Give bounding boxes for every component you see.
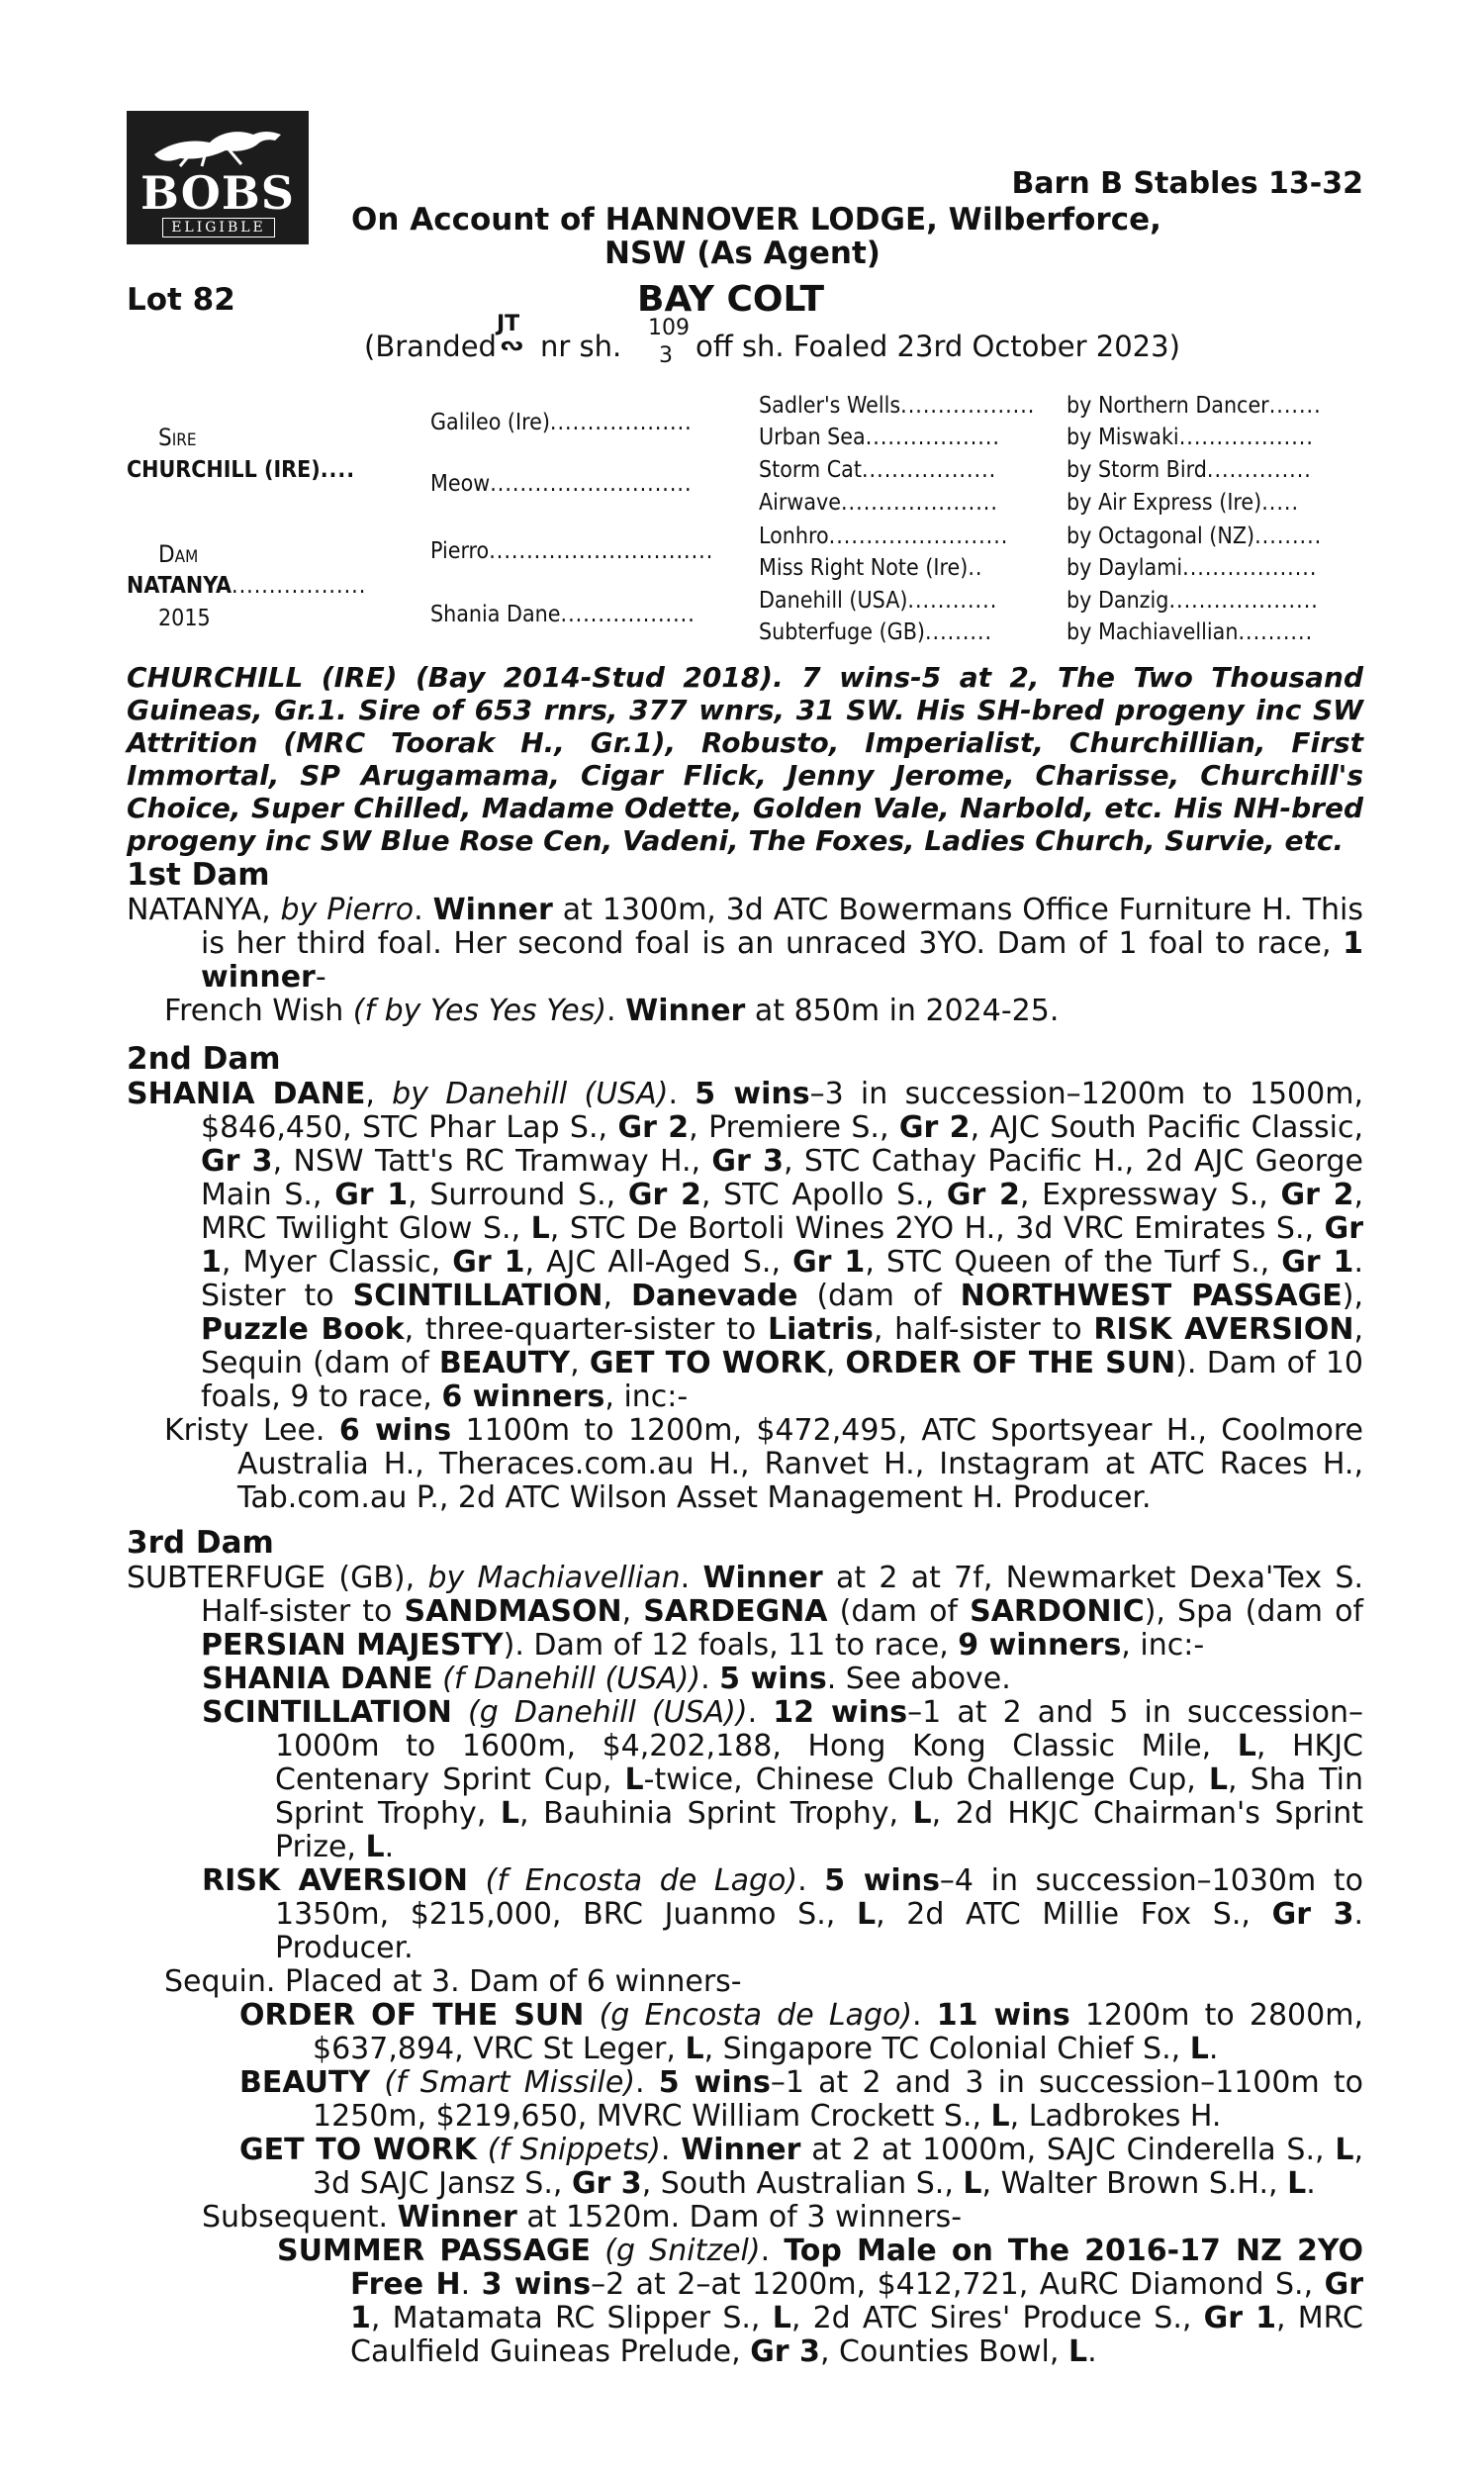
text-run: , inc:- [1121, 1628, 1205, 1663]
text-run: 5 wins [824, 1863, 940, 1898]
text-run: Gr 3 [201, 1144, 273, 1179]
text-run: Gr 1 [452, 1245, 525, 1280]
text-run: ). Dam of 12 foals, 11 to race, [503, 1628, 959, 1663]
brand-mark-top: JT [497, 312, 520, 336]
text-run: Top Male on The 2016-17 NZ 2YO Free H [350, 2234, 1363, 2302]
vendor-line-1: On Account of HANNOVER LODGE, Wilberforce, [351, 202, 1161, 238]
text-run: , STC Apollo S., [700, 1178, 947, 1212]
text-run: L [912, 1796, 932, 1831]
text-run: , MRC Caulfield Guineas Prelude, [350, 2301, 1363, 2369]
text-run: Gr 2 [617, 1110, 690, 1145]
text-run [433, 1662, 443, 1696]
text-run: by Danehill (USA) [392, 1077, 669, 1111]
text-run: . [414, 893, 433, 927]
dam1-entry [127, 894, 1363, 995]
text-run: , Sequin (dam of [201, 1312, 1363, 1380]
text-run: 11 wins [936, 1998, 1070, 2033]
third-dam-entries [127, 1562, 1363, 2369]
text-run: Winner [625, 994, 746, 1028]
text-run: , Expressway S., [1019, 1178, 1281, 1212]
text-run: Danevade [631, 1279, 798, 1313]
text-run: . Sister to [201, 1245, 1363, 1313]
brand-prefix: (Branded [364, 330, 497, 363]
dam1-entry [127, 995, 1363, 1028]
text-run: . [635, 2065, 659, 2100]
text-run: SHANIA DANE [127, 1077, 366, 1111]
dam3-entry [127, 2066, 1363, 2134]
brand-mark-bottom: ᔓ [501, 332, 523, 355]
text-run: , [621, 1594, 644, 1629]
text-run: –1 at 2 and 3 in succession–1100m to 1250m, $219,650, MVRC William Crockett S., [313, 2065, 1363, 2134]
text-run: at 850m in 2024-25. [745, 994, 1060, 1028]
brand-fraction-bottom: 3 [659, 343, 673, 368]
second-dam-section [127, 1040, 1363, 1515]
pedigree-gen3-2: Urban Sea.................. [759, 425, 1000, 450]
text-run: , three-quarter-sister to [404, 1312, 768, 1347]
text-run: L [1189, 2032, 1209, 2066]
second-dam-entries [127, 1078, 1363, 1515]
dam-label: Dam [158, 540, 199, 568]
dam3-entry [127, 1663, 1363, 1696]
sire-summary: CHURCHILL (IRE) (Bay 2014-Stud 2018). 7 wins-5 at 2, The Two Thousand Guineas, Gr.1. Sire of 653 rnrs, 377 wnrs, 31 SW. His SH-bred progeny inc SW Attrition (MRC Toorak H., Gr.1), Robusto, Imperialist, Churchillian, First Immortal, SP Arugamama, Cigar Flick, Jenny Jerome, Charisse, Churchill's Choice, Super Chilled, Madame Odette, Golden Vale, Narbold, etc. His NH-bred progeny inc SW Blue Rose Cen, Vadeni, The Foxes, Ladies Church, Survie, etc. [127, 661, 1363, 857]
dam3-entry [127, 1696, 1363, 1864]
text-run: , Myer Classic, [221, 1245, 453, 1280]
text-run: , Matamata RC Slipper S., [370, 2301, 773, 2335]
text-run: . [747, 1695, 774, 1730]
text-run: 5 wins [695, 1077, 810, 1111]
text-run: . [700, 1662, 720, 1696]
text-run: SARDONIC [970, 1594, 1145, 1629]
brand-fraction-top: 109 [648, 316, 690, 340]
text-run: . [606, 994, 626, 1028]
text-run: . [460, 2267, 482, 2302]
text-run: , 2d HKJC Chairman's Sprint Prize, [275, 1796, 1363, 1864]
pedigree-gen3-1-by: by Northern Dancer....... [1067, 393, 1322, 419]
text-run: Gr 2 [898, 1110, 971, 1145]
text-run: BEAUTY [438, 1346, 571, 1380]
lot-title: BAY COLT [637, 279, 825, 320]
text-run: –2 at 2–at 1200m, $412,721, AuRC Diamond S., [591, 2267, 1325, 2302]
first-dam-section [127, 856, 1363, 1028]
text-run: SUMMER PASSAGE [277, 2234, 592, 2268]
text-run: . [1087, 2334, 1097, 2369]
logo-text-bobs: BOBS [140, 166, 295, 220]
text-run: , half-sister to [873, 1312, 1094, 1347]
text-run: SCINTILLATION [352, 1279, 603, 1313]
text-run: 1 winner [201, 926, 1363, 995]
text-run: (g Danehill (USA)) [468, 1695, 748, 1730]
text-run: , AJC All-Aged S., [524, 1245, 793, 1280]
barn-location: Barn B Stables 13-32 [1011, 166, 1363, 201]
text-run: by Machiavellian [427, 1561, 681, 1595]
text-run: L [1237, 1729, 1256, 1763]
dam3-entry [127, 1562, 1363, 1663]
text-run: . [680, 1561, 703, 1595]
text-run: , [570, 1346, 590, 1380]
text-run: , South Australian S., [641, 2166, 964, 2201]
text-run: , AJC South Pacific Classic, [970, 1110, 1363, 1145]
text-run: Gr 1 [334, 1178, 409, 1212]
text-run: Sequin. Placed at 3. Dam of 6 winners- [164, 1964, 742, 1999]
text-run: . [912, 1998, 937, 2033]
lot-number: Lot 82 [127, 282, 235, 318]
text-run [591, 2234, 604, 2268]
text-run: (f Danehill (USA)) [442, 1662, 701, 1696]
text-run: Gr 1 [1203, 2301, 1277, 2335]
text-run: L [772, 2301, 791, 2335]
text-run: Gr 3 [711, 1144, 784, 1179]
text-run: Winner [702, 1561, 823, 1595]
text-run: at 2 at 7f, Newmarket Dexa'Tex S. Half-sister to [201, 1561, 1363, 1629]
dam-name: NATANYA.................. [127, 573, 367, 599]
pedigree-gen2-sire-sire: Galileo (Ire)................... [430, 410, 693, 435]
third-dam-heading: 3rd Dam [127, 1525, 274, 1561]
text-run: –1 at 2 and 5 in succession–1000m to 1600m, $4,202,188, Hong Kong Classic Mile, [275, 1695, 1364, 1763]
text-run: . See above. [826, 1662, 1011, 1696]
dam-foaling-year: 2015 [158, 606, 211, 631]
text-run: . [797, 1863, 825, 1898]
text-run: , STC Queen of the Turf S., [865, 1245, 1282, 1280]
text-run: L [1287, 2166, 1307, 2201]
text-run: at 1300m, 3d ATC Bowermans Office Furniture H. This is her third foal. Her second foal is an unraced 3YO. Dam of 1 foal to race, [201, 893, 1363, 961]
text-run: Gr 2 [946, 1178, 1020, 1212]
pedigree-gen2-dam-dam: Shania Dane.................. [430, 602, 696, 627]
pedigree-gen3-2-by: by Miswaki.................. [1067, 425, 1314, 450]
text-run: 5 wins [658, 2065, 771, 2100]
text-run: Gr 1 [1281, 1245, 1354, 1280]
text-run: L [500, 1796, 520, 1831]
text-run: , Ladbrokes H. [1009, 2099, 1222, 2134]
text-run: GET TO WORK [239, 2133, 477, 2167]
pedigree-gen3-5: Lonhro........................ [759, 523, 1009, 549]
text-run: , NSW Tatt's RC Tramway H., [272, 1144, 712, 1179]
text-run: , 2d ATC Sires' Produce S., [790, 2301, 1204, 2335]
text-run: SCINTILLATION [202, 1695, 452, 1730]
text-run: Gr 1 [201, 1211, 1363, 1280]
sire-name: CHURCHILL (IRE).... [127, 457, 356, 483]
text-run: , Singapore TC Colonial Chief S., [703, 2032, 1190, 2066]
text-run [452, 1695, 468, 1730]
pedigree-gen3-7-by: by Danzig.................... [1067, 588, 1319, 614]
text-run: L [1208, 1762, 1229, 1797]
text-run: 6 wins [338, 1413, 452, 1448]
dam2-entry [127, 1414, 1363, 1515]
text-run: . [660, 2133, 682, 2167]
text-run: . [668, 1077, 696, 1111]
text-run: RISK AVERSION [202, 1863, 469, 1898]
text-run [370, 2065, 384, 2100]
text-run: . [760, 2234, 785, 2268]
text-run: ). Dam of 10 foals, 9 to race, [201, 1346, 1363, 1414]
text-run: L [685, 2032, 704, 2066]
text-run: 5 wins [719, 1662, 827, 1696]
text-run: Gr 2 [627, 1178, 701, 1212]
text-run: (g Snitzel) [604, 2234, 761, 2268]
text-run: , HKJC Centenary Sprint Cup, [275, 1729, 1363, 1797]
text-run: ), [1342, 1279, 1363, 1313]
pedigree-gen3-8: Subterfuge (GB)......... [759, 619, 993, 645]
text-run: RISK AVERSION [1093, 1312, 1354, 1347]
dam3-entry [127, 1864, 1363, 1965]
text-run: PERSIAN MAJESTY [201, 1628, 504, 1663]
text-run: SHANIA DANE [202, 1662, 433, 1696]
text-run: . [1208, 2032, 1219, 2066]
text-run: Puzzle Book [201, 1312, 405, 1347]
first-dam-entries [127, 894, 1363, 1028]
text-run: L [856, 1897, 877, 1932]
text-run: ORDER OF THE SUN [845, 1346, 1176, 1380]
text-run: , Bauhinia Sprint Trophy, [519, 1796, 913, 1831]
text-run: Gr 1 [792, 1245, 866, 1280]
text-run: –3 in succession–1200m to 1500m, $846,450, STC Phar Lap S., [201, 1077, 1363, 1145]
horse-icon [150, 125, 285, 168]
text-run: L [963, 2166, 982, 2201]
text-run: L [1067, 2334, 1088, 2369]
dam3-entry [127, 2134, 1363, 2201]
dam3-entry [127, 2235, 1363, 2369]
vendor-line-2: NSW (As Agent) [604, 236, 881, 271]
pedigree-gen2-dam-sire: Pierro.............................. [430, 538, 714, 564]
text-run: , 3d SAJC Jansz S., [313, 2133, 1363, 2201]
text-run: L [1335, 2133, 1354, 2167]
text-run: -twice, Chinese Club Challenge Cup, [643, 1762, 1209, 1797]
pedigree-gen3-3: Storm Cat.................. [759, 457, 997, 483]
text-run: (f Encosta de Lago) [485, 1863, 798, 1898]
text-run: (dam of [827, 1594, 971, 1629]
text-run: ORDER OF THE SUN [239, 1998, 585, 2033]
text-run: (g Encosta de Lago) [599, 1998, 913, 2033]
brand-near-side: nr sh. [540, 330, 622, 363]
text-run: , Sha Tin Sprint Trophy, [275, 1762, 1363, 1831]
text-run: 6 winners [441, 1380, 605, 1414]
text-run: 12 wins [773, 1695, 908, 1730]
first-dam-heading: 1st Dam [127, 857, 270, 893]
text-run: SUBTERFUGE (GB), [127, 1561, 428, 1595]
text-run: , inc:- [604, 1380, 689, 1414]
pedigree-gen3-3-by: by Storm Bird.............. [1067, 457, 1312, 483]
sire-label: Sire [158, 424, 197, 451]
dam3-entry [127, 1999, 1363, 2066]
third-dam-section [127, 1524, 1363, 2369]
text-run: 9 winners [958, 1628, 1122, 1663]
text-run: Gr 3 [750, 2334, 820, 2369]
text-run: , [603, 1279, 631, 1313]
text-run: Winner [432, 893, 553, 927]
text-run: , MRC Twilight Glow S., [201, 1178, 1363, 1246]
pedigree-gen3-8-by: by Machiavellian.......... [1067, 619, 1314, 645]
text-run: NORTHWEST PASSAGE [960, 1279, 1343, 1313]
pedigree-gen3-1: Sadler's Wells.................. [759, 393, 1036, 419]
text-run: SARDEGNA [643, 1594, 828, 1629]
text-run: - [315, 960, 326, 995]
text-run: by Pierro [280, 893, 415, 927]
text-run: Gr 1 [350, 2267, 1364, 2335]
text-run: Gr 3 [1271, 1897, 1354, 1932]
logo-text-eligible: ELIGIBLE [162, 218, 275, 238]
text-run: , STC Cathay Pacific H., 2d AJC George Main S., [201, 1144, 1363, 1212]
text-run: , [365, 1077, 393, 1111]
text-run: . [384, 1830, 395, 1864]
text-run: BEAUTY [239, 2065, 371, 2100]
text-run: , [825, 1346, 846, 1380]
text-run: SANDMASON [404, 1594, 622, 1629]
text-run: L [990, 2099, 1010, 2134]
dam3-entry [127, 1965, 1363, 1999]
text-run: (f by Yes Yes Yes) [352, 994, 607, 1028]
pedigree-gen2-sire-dam: Meow........................... [430, 471, 693, 497]
pedigree-gen3-6: Miss Right Note (Ire).. [759, 555, 983, 581]
bobs-eligible-logo [127, 111, 309, 244]
pedigree-gen3-4-by: by Air Express (Ire)..... [1067, 490, 1300, 516]
text-run: Gr 2 [1280, 1178, 1354, 1212]
text-run: Subsequent. [202, 2200, 398, 2235]
text-run: . Producer. [275, 1897, 1363, 1965]
text-run: Liatris [767, 1312, 874, 1347]
text-run: (f Smart Missile) [384, 2065, 636, 2100]
pedigree-gen3-5-by: by Octagonal (NZ)......... [1067, 523, 1323, 549]
second-dam-heading: 2nd Dam [127, 1041, 281, 1077]
text-run: , Premiere S., [689, 1110, 899, 1145]
text-run [477, 2133, 488, 2167]
text-run: , Surround S., [408, 1178, 628, 1212]
text-run: , Counties Bowl, [819, 2334, 1068, 2369]
text-run: at 1520m. Dam of 3 winners- [516, 2200, 963, 2235]
text-run: ), Spa (dam of [1144, 1594, 1363, 1629]
pedigree-gen3-4: Airwave..................... [759, 490, 998, 516]
dam3-entry [127, 2201, 1363, 2235]
text-run: Winner [397, 2200, 517, 2235]
text-run: (f Snippets) [487, 2133, 661, 2167]
text-run: . [1306, 2166, 1316, 2201]
text-run: , STC De Bortoli Wines 2YO H., 3d VRC Emirates S., [549, 1211, 1325, 1246]
foaling-details: off sh. Foaled 23rd October 2023) [696, 330, 1180, 363]
text-run: , Walter Brown S.H., [981, 2166, 1288, 2201]
text-run: 3 wins [481, 2267, 592, 2302]
text-run: 1100m to 1200m, $472,495, ATC Sportsyear H., Coolmore Australia H., Theraces.com.au H., Ranvet H., Instagram at ATC Races H., Tab.com.au P., 2d ATC Wilson Asset Management H. Producer. [237, 1413, 1364, 1515]
text-run [584, 1998, 599, 2033]
pedigree-gen3-7: Danehill (USA)............ [759, 588, 998, 614]
text-run [468, 1863, 486, 1898]
text-run: 1200m to 2800m, $637,894, VRC St Leger, [313, 1998, 1363, 2066]
pedigree-gen3-6-by: by Daylami.................. [1067, 555, 1318, 581]
text-run: Kristy Lee. [164, 1413, 339, 1448]
text-run: Winner [681, 2133, 801, 2167]
text-run: L [530, 1211, 550, 1246]
text-run: , 2d ATC Millie Fox S., [876, 1897, 1272, 1932]
text-run: at 2 at 1000m, SAJC Cinderella S., [800, 2133, 1336, 2167]
text-run: –4 in succession–1030m to 1350m, $215,000, BRC Juanmo S., [275, 1863, 1363, 1932]
text-run: L [624, 1762, 644, 1797]
text-run: GET TO WORK [589, 1346, 826, 1380]
text-run: L [365, 1830, 385, 1864]
text-run: (dam of [797, 1279, 961, 1313]
text-run: French Wish [164, 994, 353, 1028]
text-run: Gr 3 [571, 2166, 642, 2201]
dam2-entry [127, 1078, 1363, 1414]
text-run: NATANYA, [127, 893, 281, 927]
